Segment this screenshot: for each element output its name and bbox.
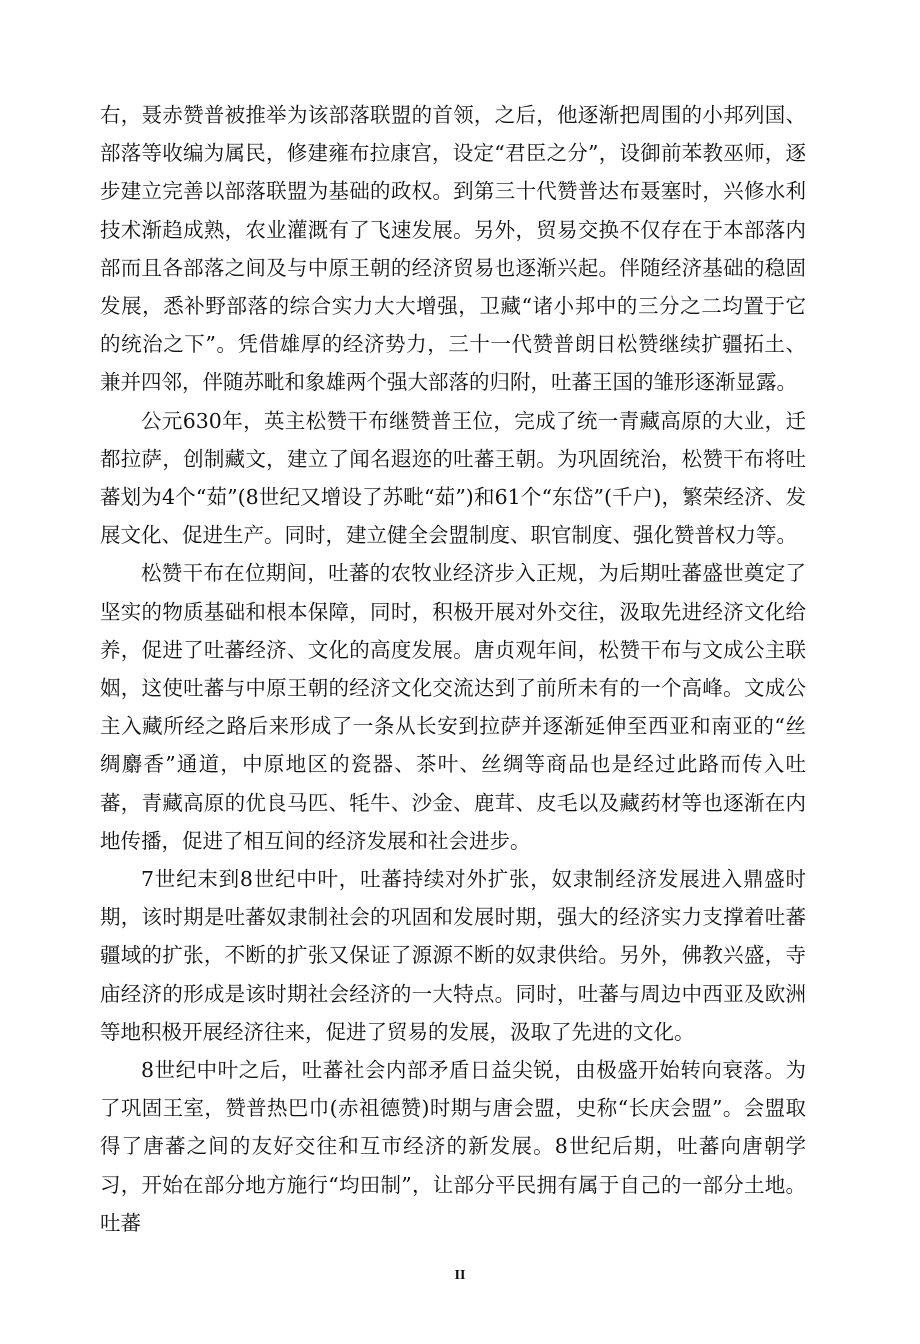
paragraph-2: 公元630年，英主松赞干布继赞普王位，完成了统一青藏高原的大业，迁都拉萨，创制藏文，建立了闻名遐迩的吐蕃王朝。为巩固统治，松赞干布将吐蕃划为4个“茹”(8世纪又增设了苏毗“茹”)和61个“东岱”(千户)，繁荣经济、发展文化、促进生产。同时，建立健全会盟制度、职官制度、强化赞普权力等。 [100,408,806,548]
body-text [100,96,806,1242]
paragraph-1: 右，聂赤赞普被推举为该部落联盟的首领，之后，他逐渐把周围的小邦列国、部落等收编为属民，修建雍布拉康宫，设定“君臣之分”，设御前苯教巫师，逐步建立完善以部落联盟为基础的政权。到第三十代赞普达布聂塞时，兴修水利技术渐趋成熟，农业灌溉有了飞速发展。另外，贸易交换不仅存在于本部落内部而且各部落之间及与中原王朝的经济贸易也逐渐兴起。伴随经济基础的稳固发展，悉补野部落的综合实力大大增强，卫藏“诸小邦中的三分之二均置于它的统治之下”。凭借雄厚的经济势力，三十一代赞普朗日松赞继续扩疆拓土、兼并四邻，伴随苏毗和象雄两个强大部落的归附，吐蕃王国的雏形逐渐显露。 [100,103,806,395]
paragraph-5: 8世纪中叶之后，吐蕃社会内部矛盾日益尖锐，由极盛开始转向衰落。为了巩固王室，赞普热巴巾(赤祖德赞)时期与唐会盟，史称“长庆会盟”。会盟取得了唐蕃之间的友好交往和互市经济的新发展。8世纪后期，吐蕃向唐朝学习，开始在部分地方施行“均田制”，让部分平民拥有属于自己的一部分土地。吐蕃 [100,1058,806,1235]
paragraph-3: 松赞干布在位期间，吐蕃的农牧业经济步入正规，为后期吐蕃盛世奠定了坚实的物质基础和根本保障，同时，积极开展对外交往，汲取先进经济文化给养，促进了吐蕃经济、文化的高度发展。唐贞观年间，松赞干布与文成公主联姻，这使吐蕃与中原王朝的经济文化交流达到了前所未有的一个高峰。文成公主入藏所经之路后来形成了一条从长安到拉萨并逐渐延伸至西亚和南亚的“丝绸麝香”通道，中原地区的瓷器、茶叶、丝绸等商品也是经过此路而传入吐蕃，青藏高原的优良马匹、牦牛、沙金、鹿茸、皮毛以及藏药材等也逐渐在内地传播，促进了相互间的经济发展和社会进步。 [100,561,806,853]
page-number: II [454,1268,466,1283]
paragraph-4: 7世纪末到8世纪中叶，吐蕃持续对外扩张，奴隶制经济发展进入鼎盛时期，该时期是吐蕃奴隶制社会的巩固和发展时期，强大的经济实力支撑着吐蕃疆域的扩张，不断的扩张又保证了源源不断的奴隶供给。另外，佛教兴盛，寺庙经济的形成是该时期社会经济的一大特点。同时，吐蕃与周边中西亚及欧洲等地积极开展经济往来，促进了贸易的发展，汲取了先进的文化。 [100,867,806,1044]
